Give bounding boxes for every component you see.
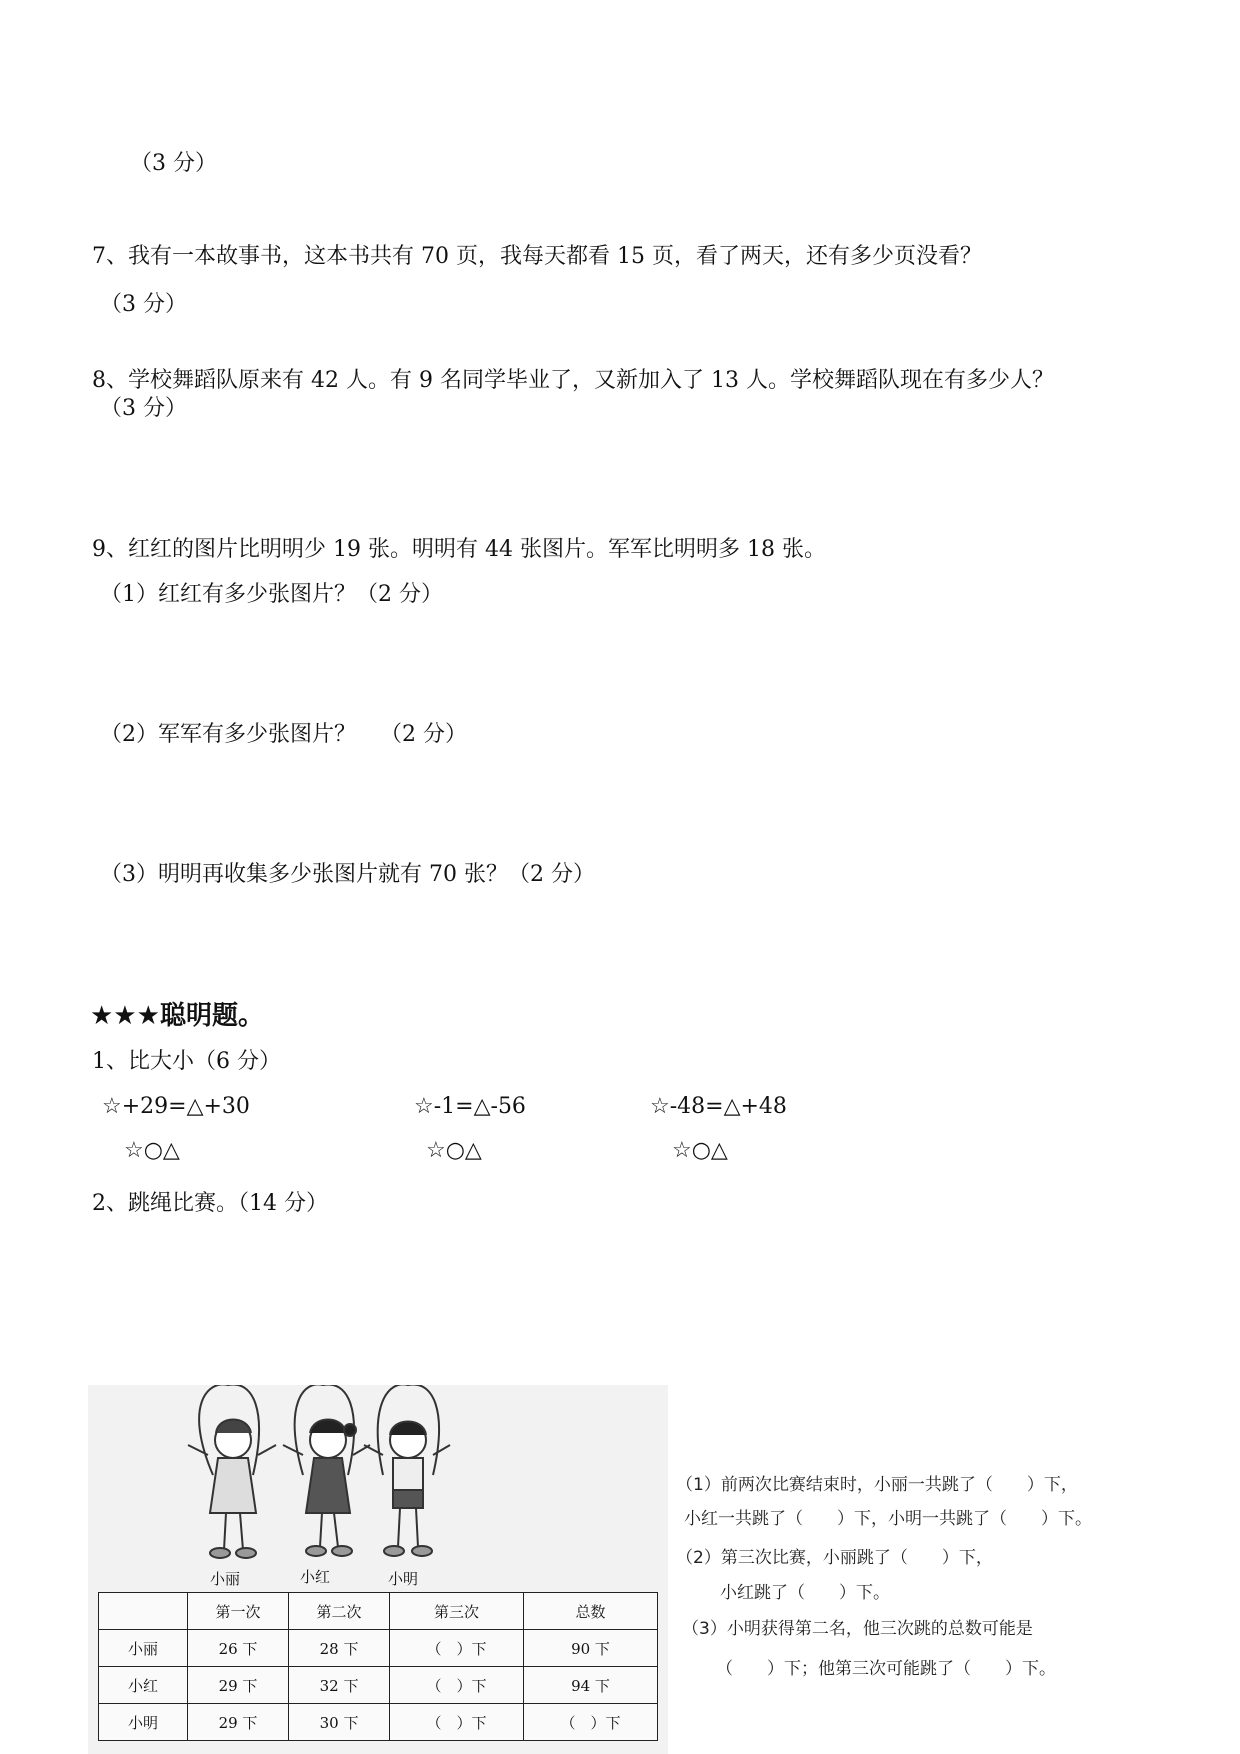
q7-score: （3 分）: [100, 292, 187, 317]
table-header: 第一次: [188, 1593, 289, 1630]
table-cell: 90 下: [524, 1630, 658, 1667]
section-title: [90, 995, 264, 1032]
table-cell: （ ）下: [390, 1704, 524, 1741]
q6-score: （3 分）: [130, 151, 217, 176]
c2-line-1: （1）前两次比赛结束时，小丽一共跳了（ ）下，: [676, 1475, 1078, 1495]
c2-line-2: 小红一共跳了（ ）下，小明一共跳了（ ）下。: [684, 1509, 1092, 1529]
table-cell: 94 下: [524, 1667, 658, 1704]
q8-text: 8、学校舞蹈队原来有 42 人。有 9 名同学毕业了，又新加入了 13 人。学校舞蹈队现在有多少人？: [92, 368, 1054, 393]
kid-name-xiaoming: 小明: [388, 1570, 419, 1588]
q9-text: 9、红红的图片比明明少 19 张。明明有 44 张图片。军军比明明多 18 张。: [92, 537, 826, 562]
c2-text: 2、跳绳比赛。（14 分）: [92, 1191, 328, 1216]
table-cell: 小丽: [99, 1630, 188, 1667]
table-cell: 29 下: [188, 1667, 289, 1704]
table-cell: （ ）下: [524, 1704, 658, 1741]
q9-sub2: （2）军军有多少张图片？: [100, 722, 356, 747]
c2-line-3: （2）第三次比赛，小丽跳了（ ）下，: [676, 1548, 993, 1568]
c1-equation-3: ☆-48=△+48: [650, 1094, 787, 1119]
table-cell: 28 下: [289, 1630, 390, 1667]
table-row: [99, 1667, 658, 1704]
c1-text: 1、比大小（6 分）: [92, 1049, 281, 1074]
table-row: [99, 1704, 658, 1741]
kid-xiaoming-drawing: [364, 1385, 450, 1556]
q9-sub3: （3）明明再收集多少张图片就有 70 张？（2 分）: [100, 862, 595, 887]
table-cell: （ ）下: [390, 1630, 524, 1667]
table-cell: 小红: [99, 1667, 188, 1704]
table-header: 第三次: [390, 1593, 524, 1630]
c1-compare-2: ☆○△: [426, 1138, 482, 1163]
c1-compare-1: ☆○△: [124, 1138, 180, 1163]
q9-sub2-score: （2 分）: [380, 722, 467, 747]
kid-xiaoli-drawing: [188, 1385, 276, 1558]
c2-line-5: （3）小明获得第二名，他三次跳的总数可能是: [682, 1619, 1033, 1639]
table-cell: 小明: [99, 1704, 188, 1741]
table-header: [99, 1593, 188, 1630]
q8-score: （3 分）: [100, 396, 187, 421]
kid-name-xiaoli: 小丽: [210, 1570, 241, 1588]
score-table: [98, 1592, 658, 1741]
table-cell: 30 下: [289, 1704, 390, 1741]
q7-text: 7、我有一本故事书，这本书共有 70 页，我每天都看 15 页，看了两天，还有多少页没看？: [92, 244, 982, 269]
section-title-text: 聪明题。: [159, 1001, 264, 1031]
table-cell: 32 下: [289, 1667, 390, 1704]
kid-name-xiaohong: 小红: [300, 1568, 331, 1586]
q9-sub1: （1）红红有多少张图片？（2 分）: [100, 582, 443, 607]
jump-rope-figure: [88, 1385, 668, 1754]
c1-equation-2: ☆-1=△-56: [414, 1094, 526, 1119]
table-header: 总数: [524, 1593, 658, 1630]
table-cell: 26 下: [188, 1630, 289, 1667]
table-header-row: [99, 1593, 658, 1630]
table-cell: （ ）下: [390, 1667, 524, 1704]
c2-line-6: （ ）下；他第三次可能跳了（ ）下。: [716, 1659, 1056, 1679]
c1-compare-3: ☆○△: [672, 1138, 728, 1163]
star-icons: ★★★: [90, 1001, 160, 1031]
table-header: 第二次: [289, 1593, 390, 1630]
kid-xiaohong-drawing: [283, 1385, 370, 1556]
table-cell: 29 下: [188, 1704, 289, 1741]
c1-equation-1: ☆+29=△+30: [102, 1094, 250, 1119]
c2-line-4: 小红跳了（ ）下。: [720, 1583, 890, 1603]
table-row: [99, 1630, 658, 1667]
